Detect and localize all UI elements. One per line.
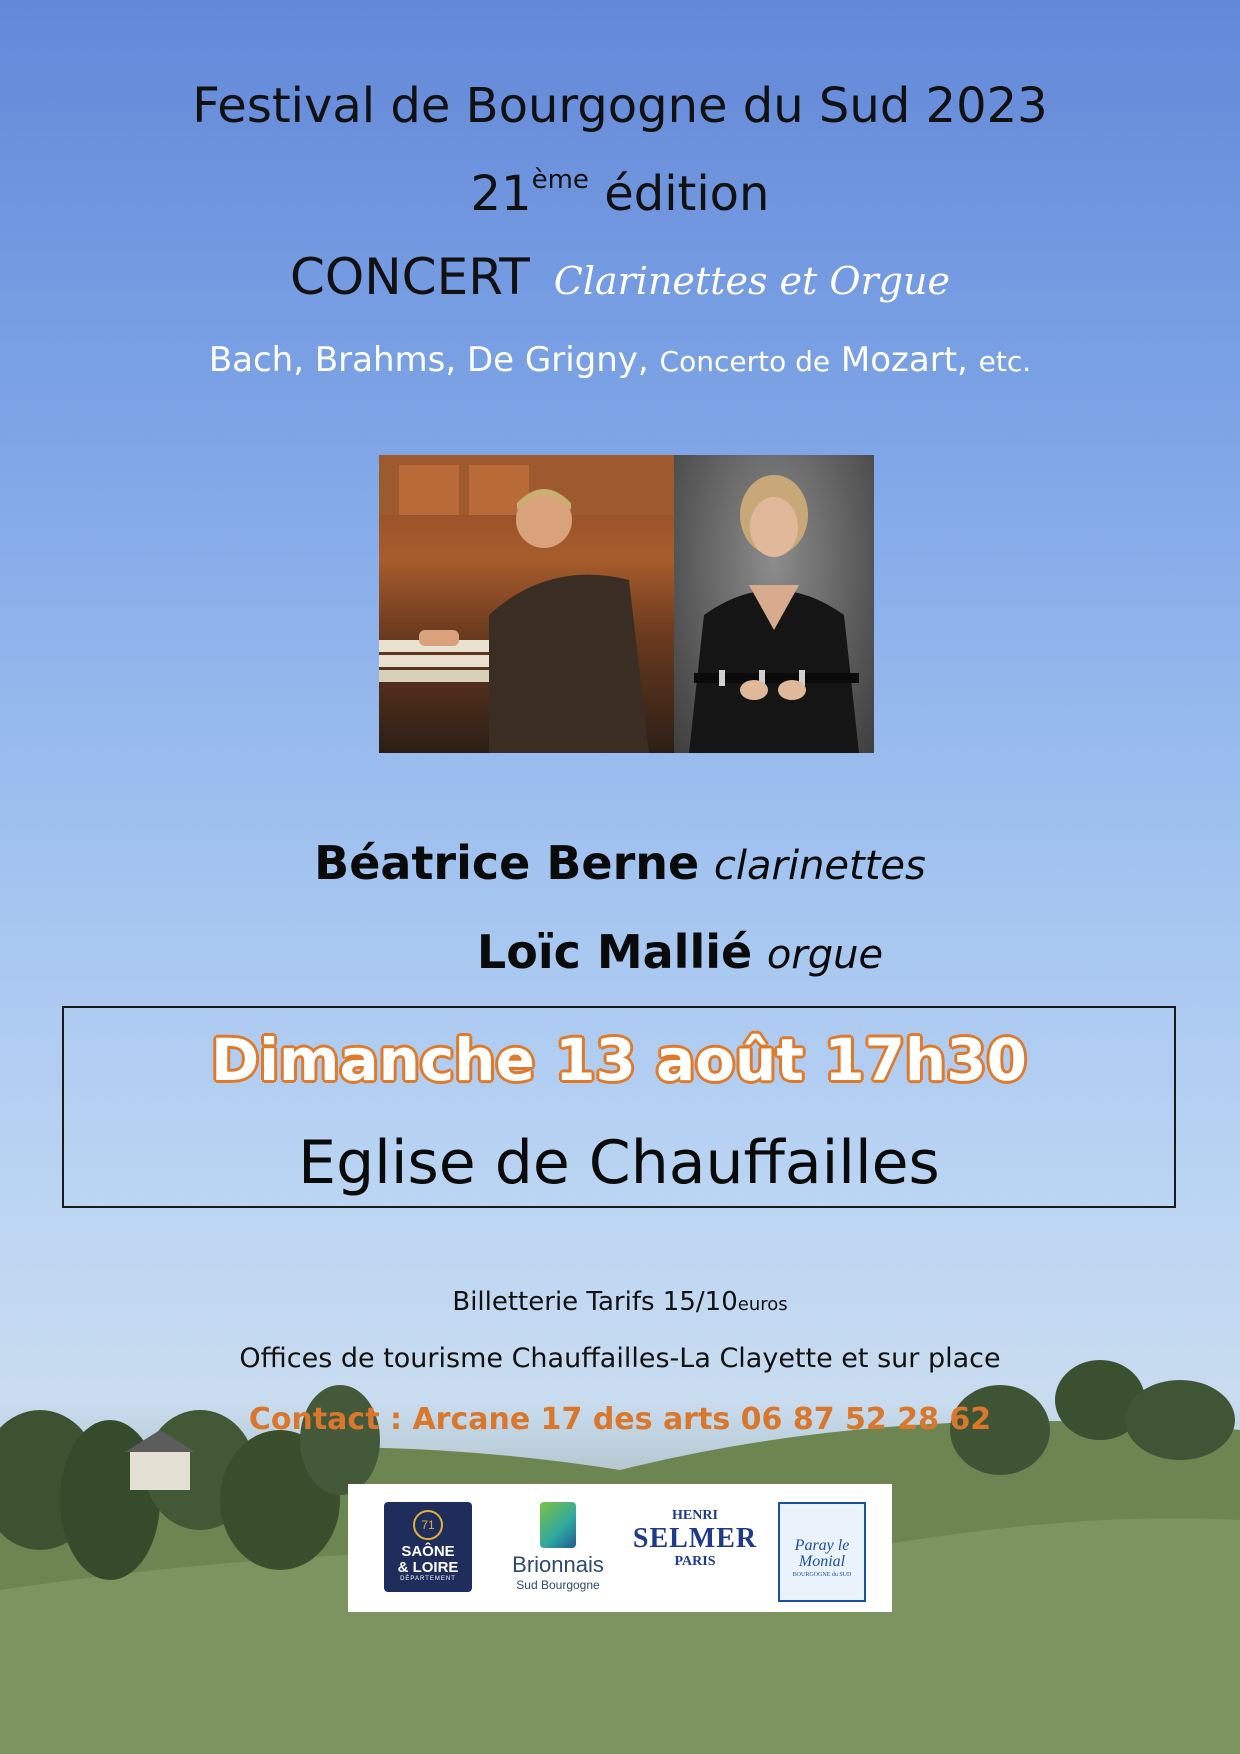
event-box [62,1006,1176,1208]
performer-organ [60,925,1240,979]
edition-line [0,165,1240,222]
performer-photos [379,455,874,753]
paray-line1: Paray le Monial [794,1537,850,1570]
clarinettist-photo [674,455,874,753]
event-venue: Eglise de Chauffailles [298,1128,940,1198]
performer-clarinet [0,836,1240,890]
contact-line: Contact : Arcane 17 des arts 06 87 52 28 62 [248,1402,992,1437]
event-date: Dimanche 13 août 17h30 [211,1026,1027,1094]
brionnais-line1: Brionnais [512,1552,604,1577]
performer-name: Loïc Mallié [476,925,753,979]
concert-heading [0,248,1240,306]
performer-name: Béatrice Berne [314,836,700,890]
saone-et-loire-logo [384,1502,472,1592]
sponsor-logos [348,1484,892,1612]
saone-line3: DÉPARTEMENT [400,1576,456,1582]
organist-photo [379,455,674,753]
composers-etc: etc. [978,345,1032,378]
festival-title: Festival de Bourgogne du Sud 2023 [192,78,1048,134]
selmer-line1: SELMER [632,1523,758,1554]
ticket-offices: Offices de tourisme Chauffailles-La Clayette et sur place [239,1343,1001,1374]
saone-line2: & LOIRE [397,1559,459,1576]
ticket-prices: Billetterie Tarifs 15/10 [452,1287,738,1317]
performer-role: clarinettes [713,843,926,889]
selmer-line2: PARIS [674,1554,716,1569]
brionnais-logo [498,1502,618,1598]
composers-line [0,340,1240,380]
edition-superscript: ème [531,165,589,195]
composers-mozart: Mozart, [840,340,968,380]
brionnais-line2: Sud Bourgogne [516,1578,600,1592]
concert-label: CONCERT [290,248,530,306]
selmer-logo [630,1502,760,1598]
selmer-line0: HENRI [672,1508,718,1523]
edition-word: édition [604,166,770,222]
ticket-unit: euros [737,1294,788,1315]
paray-le-monial-logo [778,1502,866,1602]
performer-role: orgue [766,932,884,978]
ticket-info [0,1287,1240,1317]
edition-number: 21 [470,166,532,222]
brionnais-mark-icon [540,1502,576,1548]
saone-number: 71 [413,1510,443,1540]
concert-subtitle: Clarinettes et Orgue [553,259,950,303]
composers-concerto: Concerto de [659,345,831,378]
saone-line1: SAÔNE [401,1543,455,1560]
paray-line2: BOURGOGNE du SUD [792,1572,852,1578]
composers-main: Bach, Brahms, De Grigny, [208,340,649,380]
